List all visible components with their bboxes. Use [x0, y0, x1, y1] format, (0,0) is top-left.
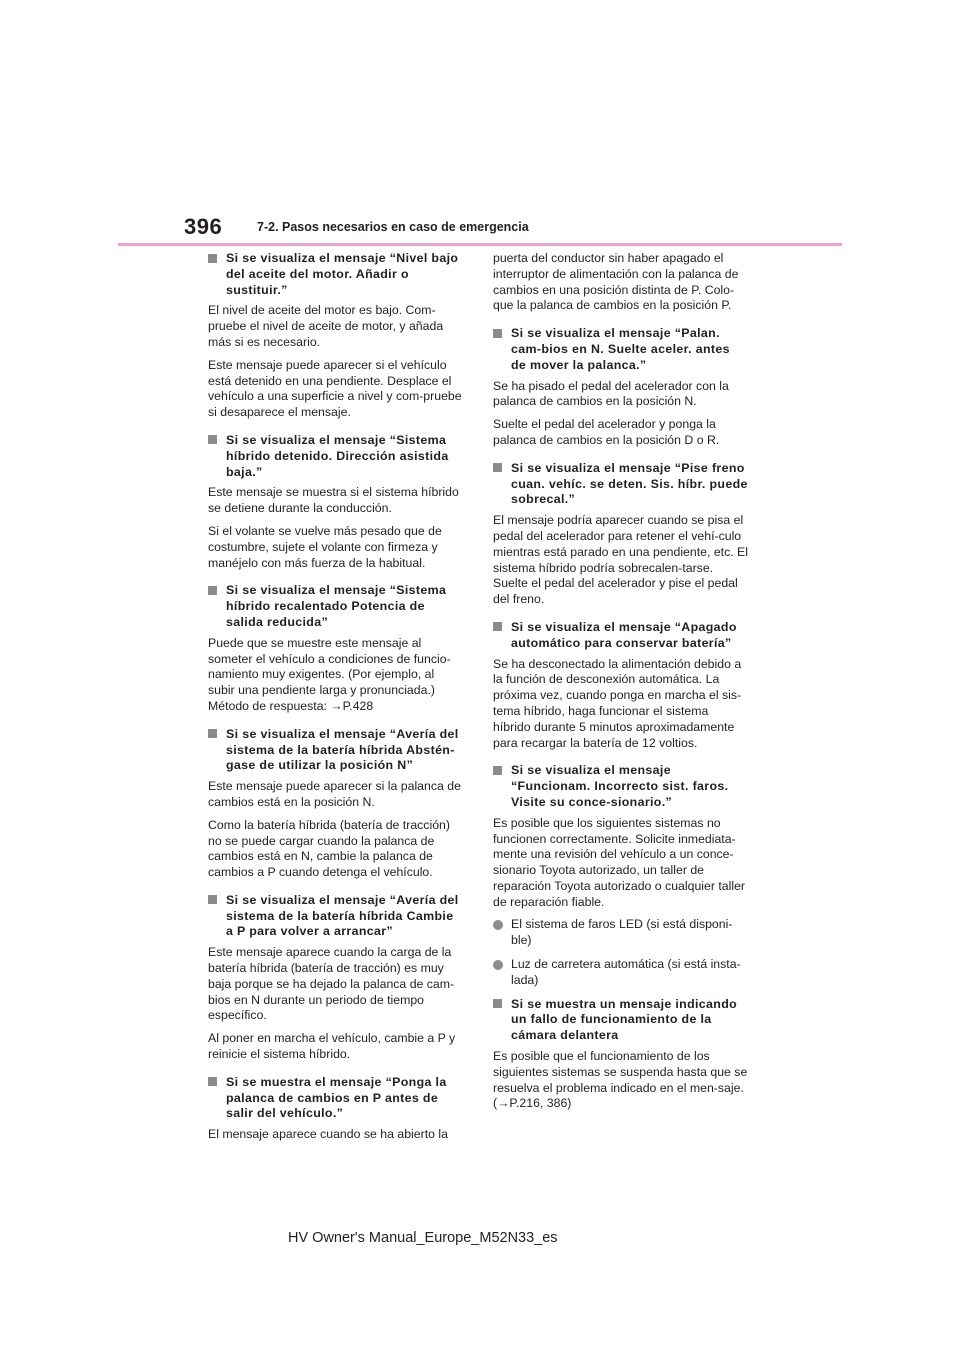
section-heading — [493, 763, 748, 810]
body-paragraph: Suelte el pedal del acelerador y ponga la palanca de cambios en la posición D o R. — [493, 417, 720, 447]
heading-text: Si se visualiza el mensaje “Pise freno cuan. vehíc. se deten. Sis. híbr. puede sobrecal.” — [511, 460, 748, 507]
section-heading — [493, 326, 748, 373]
bullet-item — [493, 917, 748, 949]
heading-text: Si se visualiza el mensaje “Avería del sistema de la batería híbrida Cambie a P para volver a arrancar” — [226, 892, 459, 939]
heading-text: Si se visualiza el mensaje “Sistema híbrido recalentado Potencia de salida reducida” — [226, 583, 447, 629]
square-bullet-icon — [493, 766, 502, 775]
body-paragraph: El mensaje podría aparecer cuando se pisa el pedal del acelerador para retener el vehí-culo mientras está parado en una pendiente, etc. El sistema híbrido podría sobrecalen-tarse. Suelte el pedal del acelerador y pise el pedal del freno. — [493, 513, 748, 607]
section-heading — [493, 461, 748, 508]
heading-text: Si se muestra el mensaje “Ponga la palanca de cambios en P antes de salir del vehículo.” — [226, 1074, 447, 1121]
body-paragraph: Puede que se muestre este mensaje al someter el vehículo a condiciones de funcio-namiento muy exigentes. (Por ejemplo, al subir una pendiente larga y pronunciada.) Método de respuesta: →P.428 — [208, 635, 451, 713]
heading-text: Si se visualiza el mensaje “Nivel bajo del aceite del motor. Añadir o sustituir.” — [226, 251, 459, 297]
square-bullet-icon — [208, 1077, 217, 1086]
section-heading — [208, 251, 463, 298]
square-bullet-icon — [493, 999, 502, 1008]
square-bullet-icon — [493, 463, 502, 472]
body-paragraph: Como la batería híbrida (batería de tracción) no se puede cargar cuando la palanca de cambios está en N, cambie la palanca de cambios a P cuando detenga el vehículo. — [208, 817, 450, 880]
body-paragraph: Este mensaje puede aparecer si la palanca de cambios está en la posición N. — [208, 779, 461, 809]
bullet-item — [493, 957, 748, 989]
body-paragraph: Es posible que los siguientes sistemas no funcionen correctamente. Solicite inmediata-mente una revisión del vehículo a un conce-sionario Toyota autorizado, un taller de reparación Toyota autorizado o cualquier taller de reparación fiable. — [493, 815, 746, 909]
right-column — [493, 251, 748, 1119]
heading-text: Si se muestra un mensaje indicando un fallo de funcionamiento de la cámara delantera — [511, 996, 738, 1043]
section-heading — [208, 727, 463, 774]
square-bullet-icon — [208, 254, 217, 263]
body-paragraph: Al poner en marcha el vehículo, cambie a P y reinicie el sistema híbrido. — [208, 1031, 456, 1062]
bullet-text: Luz de carretera automática (si está insta-lada) — [511, 957, 741, 987]
body-paragraph: Este mensaje aparece cuando la carga de la batería híbrida (batería de tracción) es muy baja porque se ha dejado la palanca de cam-bios en N durante un periodo de tiempo específico. — [208, 945, 455, 1023]
heading-text: Si se visualiza el mensaje “Palan. cam-bios en N. Suelte aceler. antes de mover la palanca.” — [511, 326, 730, 372]
square-bullet-icon — [208, 586, 217, 595]
left-column — [208, 251, 463, 1150]
circle-bullet-icon — [493, 920, 503, 930]
body-paragraph: El nivel de aceite del motor es bajo. Com-pruebe el nivel de aceite de motor, y añada más si es necesario. — [208, 303, 444, 349]
bullet-text: El sistema de faros LED (si está disponi-ble) — [511, 917, 733, 948]
header-divider — [118, 243, 842, 246]
square-bullet-icon — [493, 329, 502, 338]
heading-text: Si se visualiza el mensaje “Avería del sistema de la batería híbrida Abstén-gase de utilizar la posición N” — [226, 726, 459, 773]
section-heading — [208, 1075, 463, 1122]
body-paragraph: Es posible que el funcionamiento de los siguientes sistemas se suspenda hasta que se resuelva el problema indicado en el men-saje. (→P.216, 386) — [493, 1049, 748, 1111]
square-bullet-icon — [208, 435, 217, 444]
section-heading — [208, 433, 463, 480]
heading-text: Si se visualiza el mensaje “Funcionam. Incorrecto sist. faros. Visite su conce-sionario.” — [511, 763, 729, 809]
section-heading — [493, 997, 748, 1044]
section-title: 7-2. Pasos necesarios en caso de emergencia — [257, 220, 529, 234]
body-paragraph: Se ha pisado el pedal del acelerador con la palanca de cambios en la posición N. — [493, 378, 729, 409]
footer-text: HV Owner's Manual_Europe_M52N33_es — [288, 1230, 558, 1246]
body-paragraph: Este mensaje puede aparecer si el vehículo está detenido en una pendiente. Desplace el vehículo a una superficie a nivel y com-pruebe si desaparece el mensaje. — [208, 357, 462, 420]
heading-text: Si se visualiza el mensaje “Sistema híbrido detenido. Dirección asistida baja.” — [226, 432, 449, 479]
body-paragraph: El mensaje aparece cuando se ha abierto la — [208, 1127, 448, 1142]
circle-bullet-icon — [493, 960, 503, 970]
square-bullet-icon — [208, 729, 217, 738]
section-heading — [208, 583, 463, 630]
section-heading — [208, 893, 463, 940]
body-paragraph: Si el volante se vuelve más pesado que de costumbre, sujete el volante con firmeza y manéjelo con más fuerza de la habitual. — [208, 523, 442, 570]
page-number: 396 — [184, 214, 223, 239]
body-paragraph: puerta del conductor sin haber apagado el interruptor de alimentación con la palanca de cambios en una posición distinta de P. Colo-que la palanca de cambios en la posición P. — [493, 251, 739, 313]
section-heading — [493, 620, 748, 652]
heading-text: Si se visualiza el mensaje “Apagado automático para conservar batería” — [511, 619, 737, 650]
square-bullet-icon — [208, 895, 217, 904]
body-paragraph: Este mensaje se muestra si el sistema híbrido se detiene durante la conducción. — [208, 485, 459, 516]
body-paragraph: Se ha desconectado la alimentación debido a la función de desconexión automática. La próxima vez, cuando ponga en marcha el sis-tema híbrido, haga funcionar el sistema híbrido durante 5 minutos aproximadamente para recargar la batería de 12 voltios. — [493, 656, 742, 750]
square-bullet-icon — [493, 622, 502, 631]
